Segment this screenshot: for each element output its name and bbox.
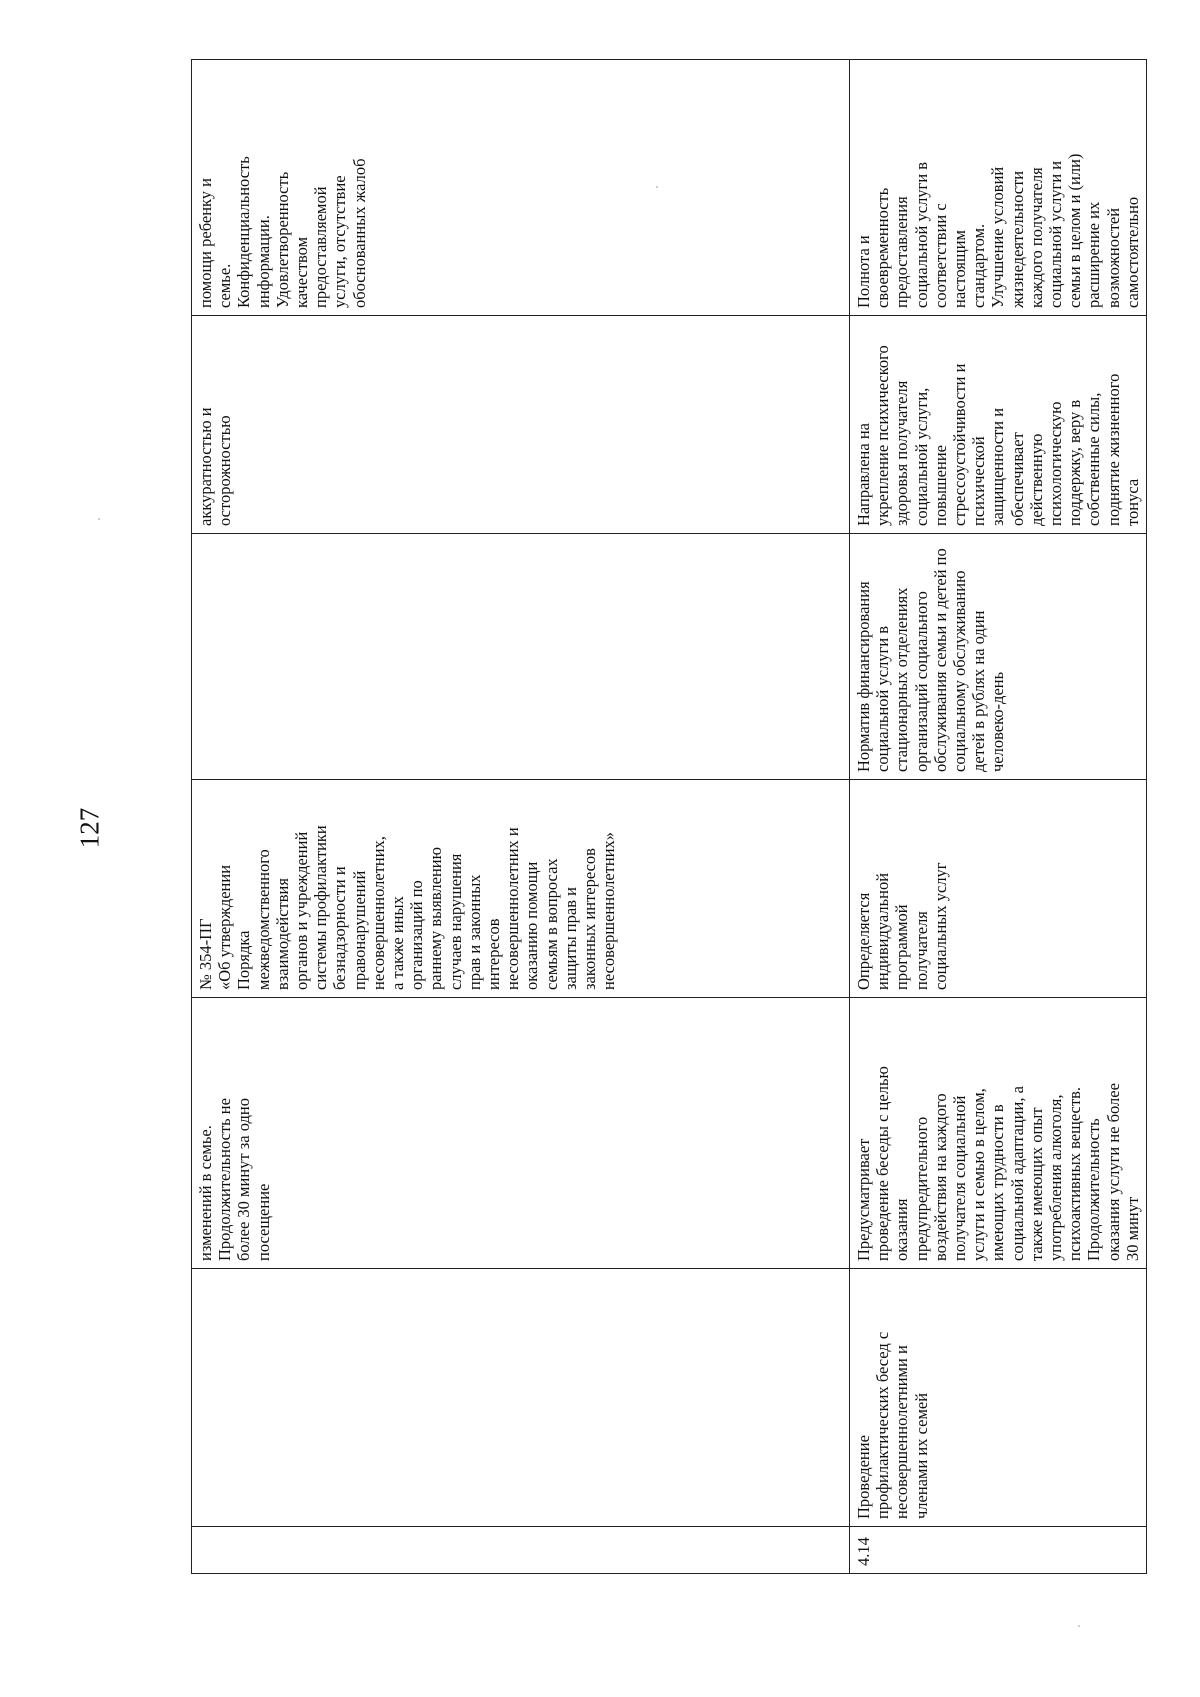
cell-text-line: Продолжительность (1084, 1118, 1104, 1261)
cell-text-line: посещение (253, 1183, 273, 1261)
cell-text-line: «Об утверждении (215, 864, 235, 990)
cell-text-line: социальной услуги в (911, 161, 931, 308)
cell-text-line: своевременность (873, 187, 893, 308)
cell-text-line: воздействия на каждого (930, 1093, 950, 1261)
services-table (191, 59, 1147, 1574)
cell-text-line: Конфиденциальность (234, 156, 254, 308)
scan-speck (98, 518, 100, 520)
cell-text-line: осторожностью (215, 415, 235, 526)
cell-text-line: помощи ребенку и (196, 177, 215, 308)
cell-conditions (192, 316, 850, 534)
cell-text-line: межведомственного (253, 849, 273, 990)
cell-text-line: возможностей (1103, 207, 1123, 308)
cell-text-line: несовершеннолетних и (503, 827, 523, 990)
cell-text-line: семьи в целом и (или) (1065, 153, 1085, 308)
cell-text-line: получателя социальной (950, 1095, 970, 1261)
cell-text-line: стационарных отделениях (892, 587, 912, 772)
cell-text-line: защиты прав и (560, 887, 580, 990)
cell-text-line: семье. (215, 263, 235, 308)
cell-text-line: здоровья получателя (892, 380, 912, 526)
cell-quality (850, 60, 1147, 316)
cell-text-line: социальной услуги и (1046, 160, 1066, 308)
cell-text-line: аккуратностью и (196, 407, 215, 526)
cell-text-line: предоставляемой (311, 186, 331, 308)
cell-text-line: укрепление психического (873, 345, 893, 526)
cell-text-line: взаимодействия (272, 878, 292, 990)
cell-conditions (850, 316, 1147, 534)
cell-text-line: системы профилактики (311, 825, 331, 990)
cell-text-line: человеко-день (988, 671, 1008, 772)
cell-text-line: социальной адаптации, а (1007, 1086, 1027, 1261)
cell-text-line: Порядка (234, 930, 254, 990)
cell-text-line: поддержку, веру в (1065, 399, 1085, 526)
cell-text-line: также имеющих опыт (1026, 1107, 1046, 1261)
cell-text-line: индивидуальной (873, 872, 893, 990)
cell-text-line: психической (969, 436, 989, 526)
cell-text-line: психоактивных веществ. (1065, 1086, 1085, 1261)
cell-financing (192, 534, 850, 780)
cell-text-line: обслуживания семьи и детей по (930, 548, 950, 772)
cell-text-line: расширение их (1084, 201, 1104, 308)
cell-text-line: несовершеннолетних, (368, 836, 388, 990)
cell-text-line: соответствии с (930, 203, 950, 308)
cell-text-line: органов и учреждений (292, 831, 312, 990)
cell-text-line: случаев нарушения (445, 853, 465, 990)
cell-text-line: стрессоустойчивости и (950, 363, 970, 526)
table-row-4-14 (850, 60, 1147, 1574)
cell-text-line: социальной услуги в (873, 625, 893, 772)
cell-text-line: употребления алкоголя, (1046, 1094, 1066, 1261)
cell-text-line: социальных услуг (930, 862, 950, 990)
cell-text-line: законных интересов (580, 848, 600, 990)
cell-text-line: более 30 минут за одно (234, 1098, 254, 1261)
cell-delivery (192, 780, 850, 998)
cell-text-line: услуги и семью в целом, (969, 1088, 989, 1261)
cell-text-line: 30 минут (1122, 1196, 1142, 1261)
cell-text-line: изменений в семье. (196, 1125, 215, 1261)
cell-description (850, 998, 1147, 1269)
cell-text-line: программой (892, 904, 912, 990)
cell-text-line: раннему выявлению (426, 847, 446, 990)
cell-text-line: качеством (292, 236, 312, 308)
cell-text-line: информации. (253, 215, 273, 308)
cell-description (192, 998, 850, 1269)
cell-text-line: Продолжительность не (215, 1098, 235, 1261)
table-rotation-wrapper (191, 60, 1142, 1574)
cell-text-line: действенную (1026, 433, 1046, 526)
cell-text-line: поднятие жизненного (1103, 373, 1123, 526)
cell-text-line: профилактических бесед с (873, 1331, 893, 1519)
cell-text-line: предупредительного (911, 1116, 931, 1261)
cell-text-line: услуги, отсутствие (330, 175, 350, 308)
cell-text-line: организаций социального (911, 591, 931, 772)
cell-text-line: Направлена на (854, 423, 873, 526)
cell-financing (850, 534, 1147, 780)
cell-name (850, 1269, 1147, 1527)
cell-text-line: правонарушений (349, 870, 369, 990)
cell-text-line: а также иных (388, 896, 408, 990)
cell-text-line: оказанию помощи (522, 861, 542, 990)
cell-text-line: семьям в вопросах (541, 858, 561, 990)
scan-speck (656, 186, 658, 188)
cell-text-line: организаций по (407, 880, 427, 990)
scan-speck (1078, 1625, 1080, 1627)
cell-text-line: каждого получателя (1026, 167, 1046, 308)
cell-text-line: оказания услуги не более (1103, 1083, 1123, 1261)
cell-text-line: получателя (911, 911, 931, 990)
cell-text-line: социальному обслуживанию (950, 570, 970, 772)
cell-text-line: несовершеннолетними и (892, 1345, 912, 1519)
cell-text-line: оказания (892, 1198, 912, 1261)
cell-text-line: детей в рублях на один (969, 610, 989, 772)
cell-text-line: Полнота и (854, 235, 873, 308)
cell-text-line: психологическую (1046, 401, 1066, 526)
cell-text-line: собственные силы, (1084, 392, 1104, 526)
rotated-table-area (191, 60, 1142, 1574)
cell-text-line: прав и законных (464, 874, 484, 990)
cell-text-line: самостоятельно (1122, 196, 1142, 308)
table-row-continuation (192, 60, 850, 1574)
cell-name (192, 1269, 850, 1527)
cell-num (192, 1527, 850, 1574)
cell-text-line: имеющих трудности в (988, 1104, 1008, 1261)
cell-text-line: обеспечивает (1007, 432, 1027, 526)
cell-text-line: тонуса (1122, 478, 1142, 526)
cell-text-line: настоящим (950, 230, 970, 308)
cell-quality (192, 60, 850, 316)
page-number: 127 (74, 807, 105, 849)
cell-text-line: интересов (484, 918, 504, 990)
cell-text-line: обоснованных жалоб (349, 158, 369, 308)
cell-text-line: стандартом. (969, 223, 989, 308)
cell-text-line: безнадзорности и (330, 866, 350, 990)
cell-text-line: проведение беседы с целью (873, 1066, 893, 1261)
cell-delivery (850, 780, 1147, 998)
cell-text-line: защищенности и (988, 407, 1008, 526)
cell-text-line: № 354-ПГ (196, 918, 215, 990)
cell-text-line: Определяется (854, 892, 873, 990)
cell-text-line: Удовлетворенность (272, 171, 292, 308)
cell-text-line: повышение (930, 445, 950, 526)
cell-text-line: жизнедеятельности (1007, 170, 1027, 308)
cell-text-line: Улучшение условий (988, 166, 1008, 308)
cell-text-line: несовершеннолетних» (599, 831, 619, 990)
cell-num: 4.14 (850, 1527, 1147, 1574)
cell-text-line: Норматив финансирования (854, 581, 873, 772)
cell-text-line: Предусматривает (854, 1138, 873, 1261)
cell-text-line: Проведение (854, 1435, 873, 1519)
cell-text-line: предоставления (892, 196, 912, 308)
cell-text-line: членами их семей (911, 1392, 931, 1519)
cell-text-line: социальной услуги, (911, 387, 931, 526)
